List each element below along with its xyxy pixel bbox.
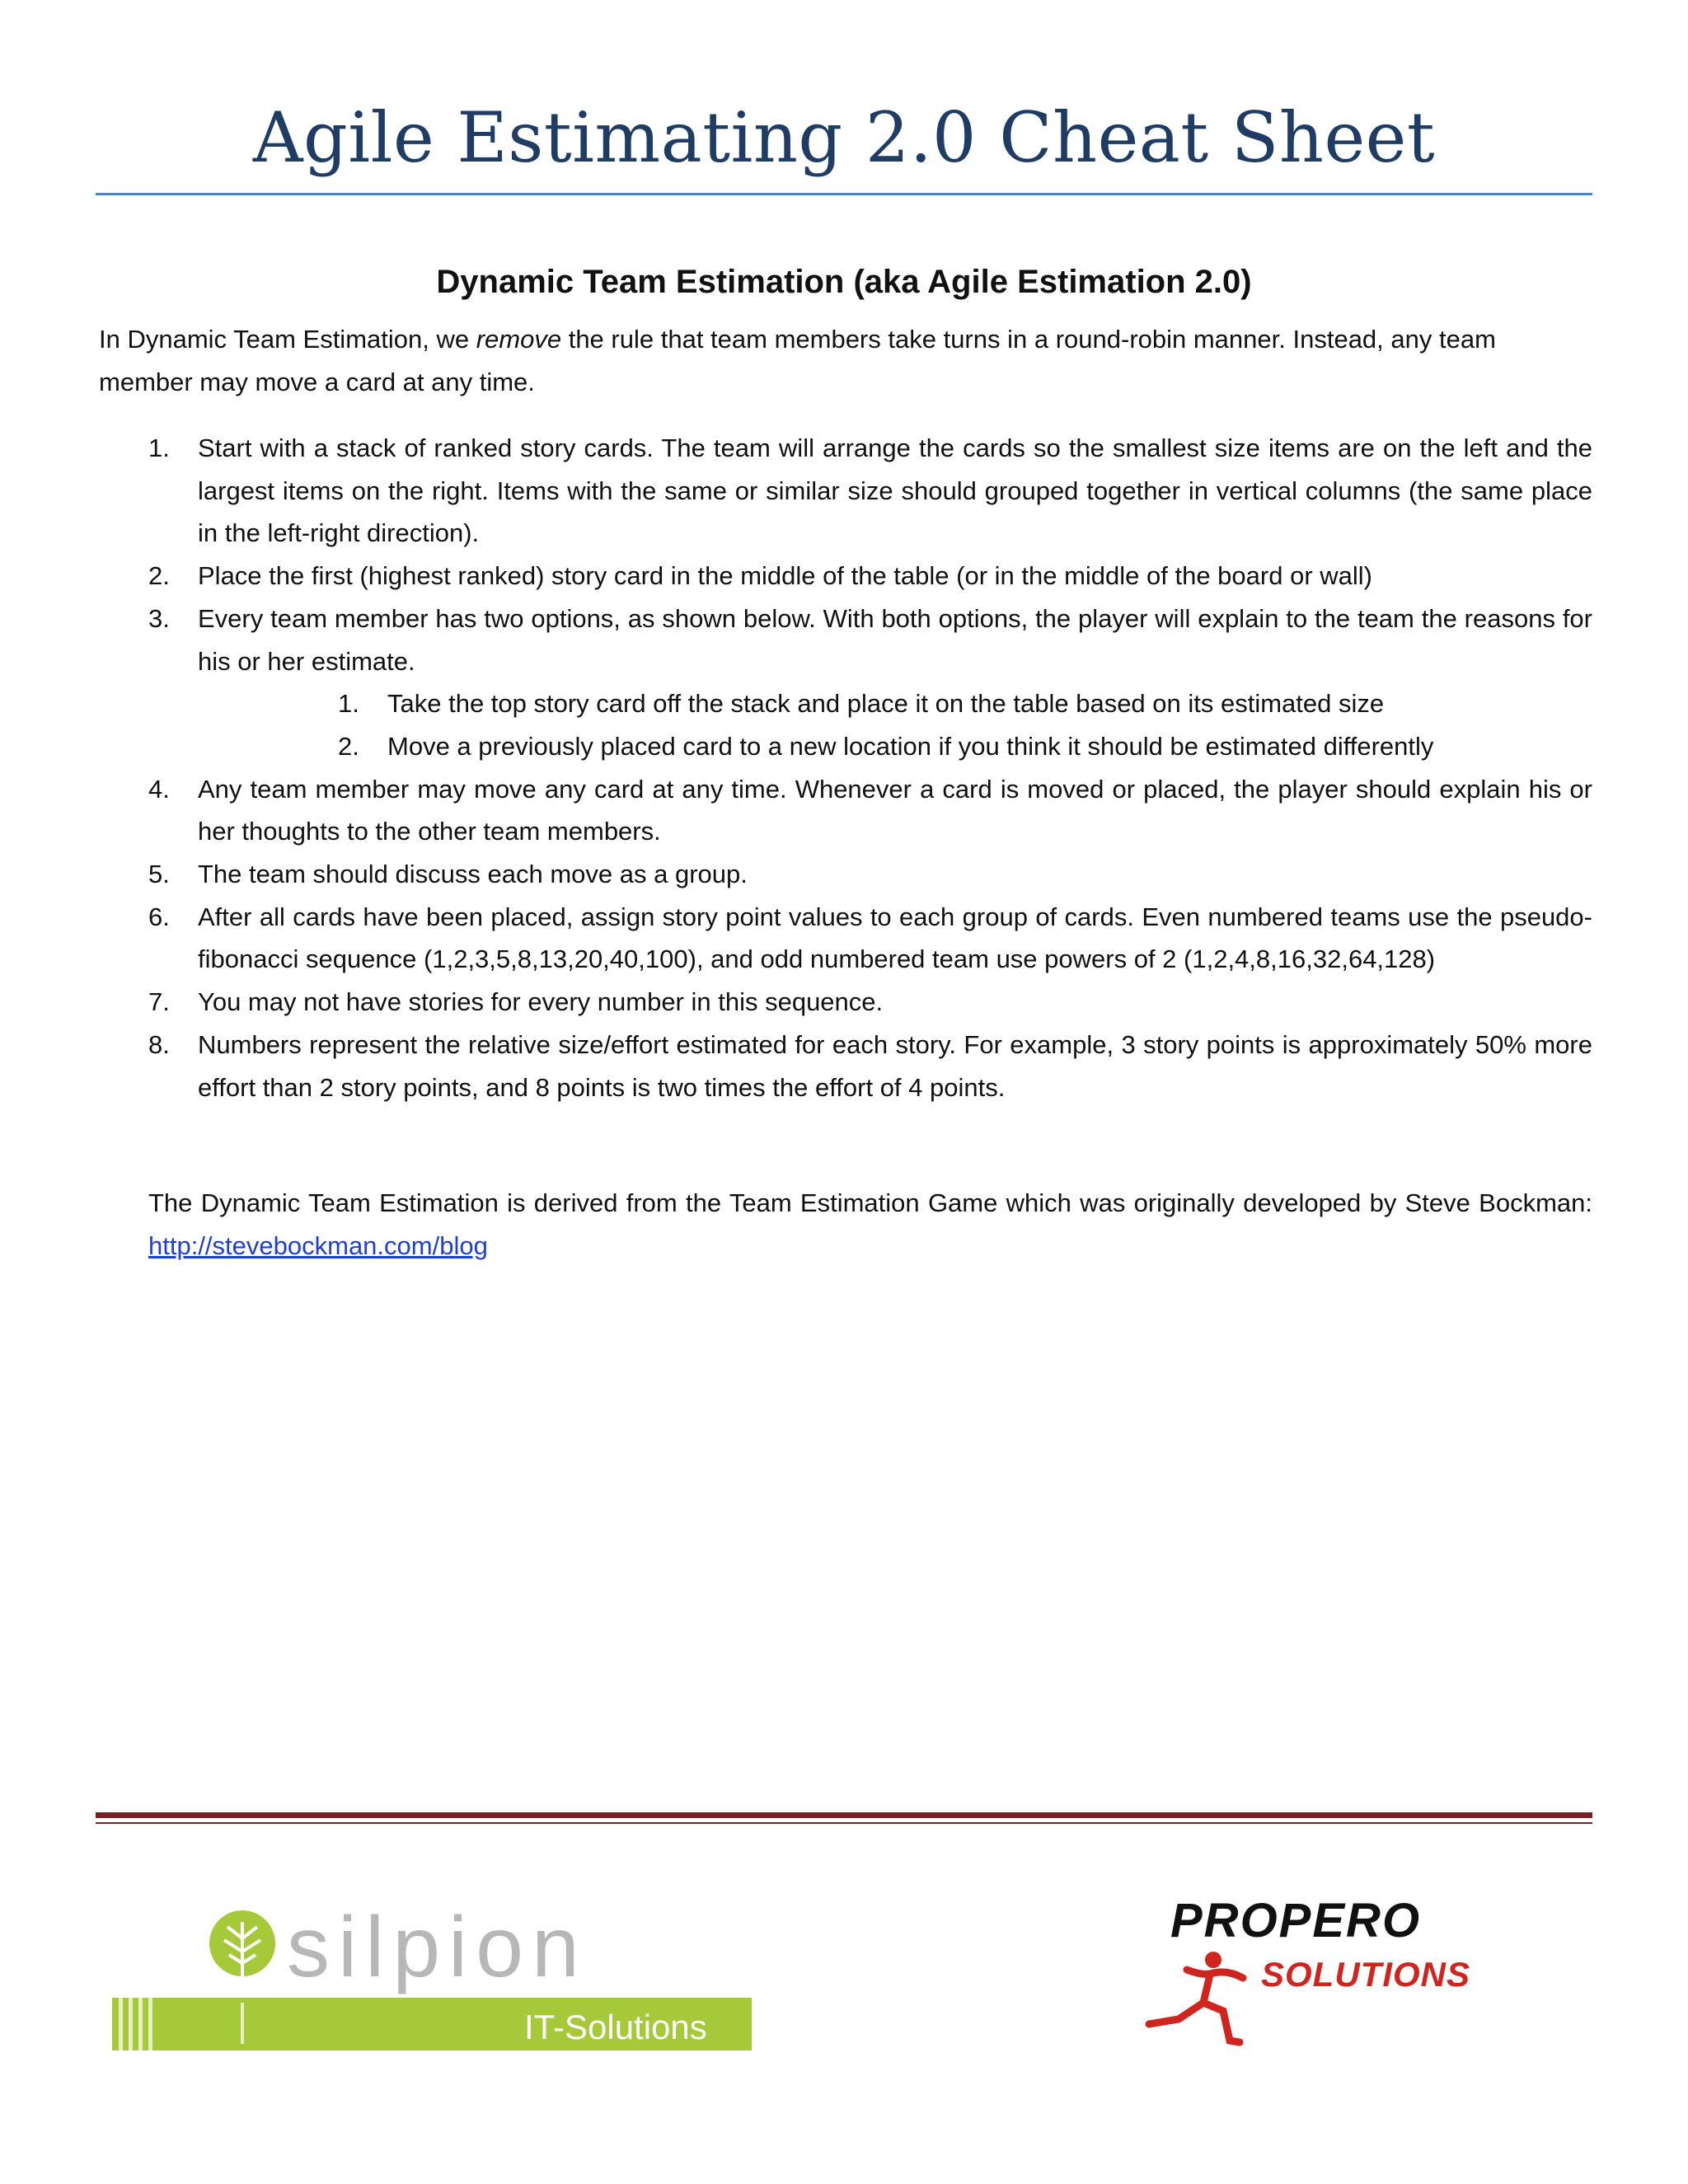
list-item	[148, 853, 1592, 896]
list-text: Numbers represent the relative size/effort estimated for each story. For example, 3 story points is approximately 50% more effort than 2 story points, and 8 points is two times the effort of 4 points.	[198, 1029, 1592, 1102]
tree-icon	[209, 1910, 275, 1976]
silpion-tagline: IT-Solutions	[524, 2008, 707, 2046]
sub-list	[198, 682, 1592, 767]
sub-list-text: Take the top story card off the stack and place it on the table based on its estimated size	[387, 689, 1385, 719]
footnote-paragraph	[148, 1182, 1592, 1268]
steps-list	[148, 427, 1592, 1108]
sub-list-number: 2.	[338, 731, 359, 761]
list-item	[148, 768, 1592, 853]
list-number: 3.	[148, 603, 170, 633]
list-number: 1.	[148, 434, 170, 462]
footer-divider-thick	[96, 1812, 1592, 1818]
title-divider	[96, 193, 1592, 195]
section-heading: Dynamic Team Estimation (aka Agile Estimation 2.0)	[436, 264, 1252, 300]
silpion-logo	[112, 1905, 755, 2054]
list-number: 6.	[148, 902, 170, 931]
list-number: 7.	[148, 987, 170, 1017]
intro-text-after: the rule that team members take turns in a round-robin manner. Instead, any team member may move a card at any time.	[99, 325, 1496, 396]
solutions-word: SOLUTIONS	[1261, 1955, 1471, 1994]
list-item	[148, 427, 1592, 555]
list-text: After all cards have been placed, assign story point values to each group of cards. Even numbered teams use the pseudo-fibonacci sequence (1,2,3,5,8,13,20,40,100), and odd numbered team use powers of 2 (1,2,4,8,16,32,64,128)	[198, 902, 1592, 974]
list-text: Place the first (highest ranked) story card in the middle of the table (or in the middle of the board or wall)	[198, 561, 1372, 591]
runner-icon	[1149, 1952, 1243, 2042]
list-number: 4.	[148, 774, 170, 804]
list-text: Start with a stack of ranked story cards. The team will arrange the cards so the smallest size items are on the left and the largest items on the right. Items with the same or similar size should grouped together in vertical columns (the same place in the left-right direction).	[198, 434, 1592, 548]
list-text: Any team member may move any card at any time. Whenever a card is moved or placed, the player should explain his or her thoughts to the other team members.	[198, 774, 1592, 846]
footer-divider-thin	[96, 1822, 1592, 1824]
list-item	[148, 981, 1592, 1024]
sub-list-number: 1.	[338, 689, 359, 719]
list-text: The team should discuss each move as a group.	[198, 860, 748, 889]
list-item	[148, 555, 1592, 598]
sub-list-item	[338, 725, 1592, 768]
sub-list-item	[338, 682, 1592, 725]
list-number: 8.	[148, 1029, 170, 1059]
intro-emphasis: remove	[476, 325, 562, 354]
blog-link[interactable]: http://stevebockman.com/blog	[148, 1231, 488, 1260]
page-title: Agile Estimating 2.0 Cheat Sheet	[252, 97, 1436, 178]
list-item	[148, 598, 1592, 768]
list-item	[148, 1024, 1592, 1108]
sub-list-text: Move a previously placed card to a new location if you think it should be estimated differently	[387, 731, 1434, 761]
list-number: 5.	[148, 860, 170, 889]
list-number: 2.	[148, 561, 170, 591]
list-text: You may not have stories for every number in this sequence.	[198, 987, 884, 1017]
list-item	[148, 896, 1592, 981]
propero-word: PROPERO	[1170, 1894, 1422, 1947]
list-text: Every team member has two options, as shown below. With both options, the player will explain to the team the reasons for his or her estimate.	[198, 603, 1592, 676]
silpion-word: silpion	[287, 1905, 588, 1995]
intro-paragraph	[99, 318, 1592, 404]
footnote-text: The Dynamic Team Estimation is derived from the Team Estimation Game which was originally developed by Steve Bockman:	[148, 1188, 1592, 1217]
intro-text-before: In Dynamic Team Estimation, we	[99, 325, 476, 354]
propero-logo	[1137, 1887, 1582, 2052]
